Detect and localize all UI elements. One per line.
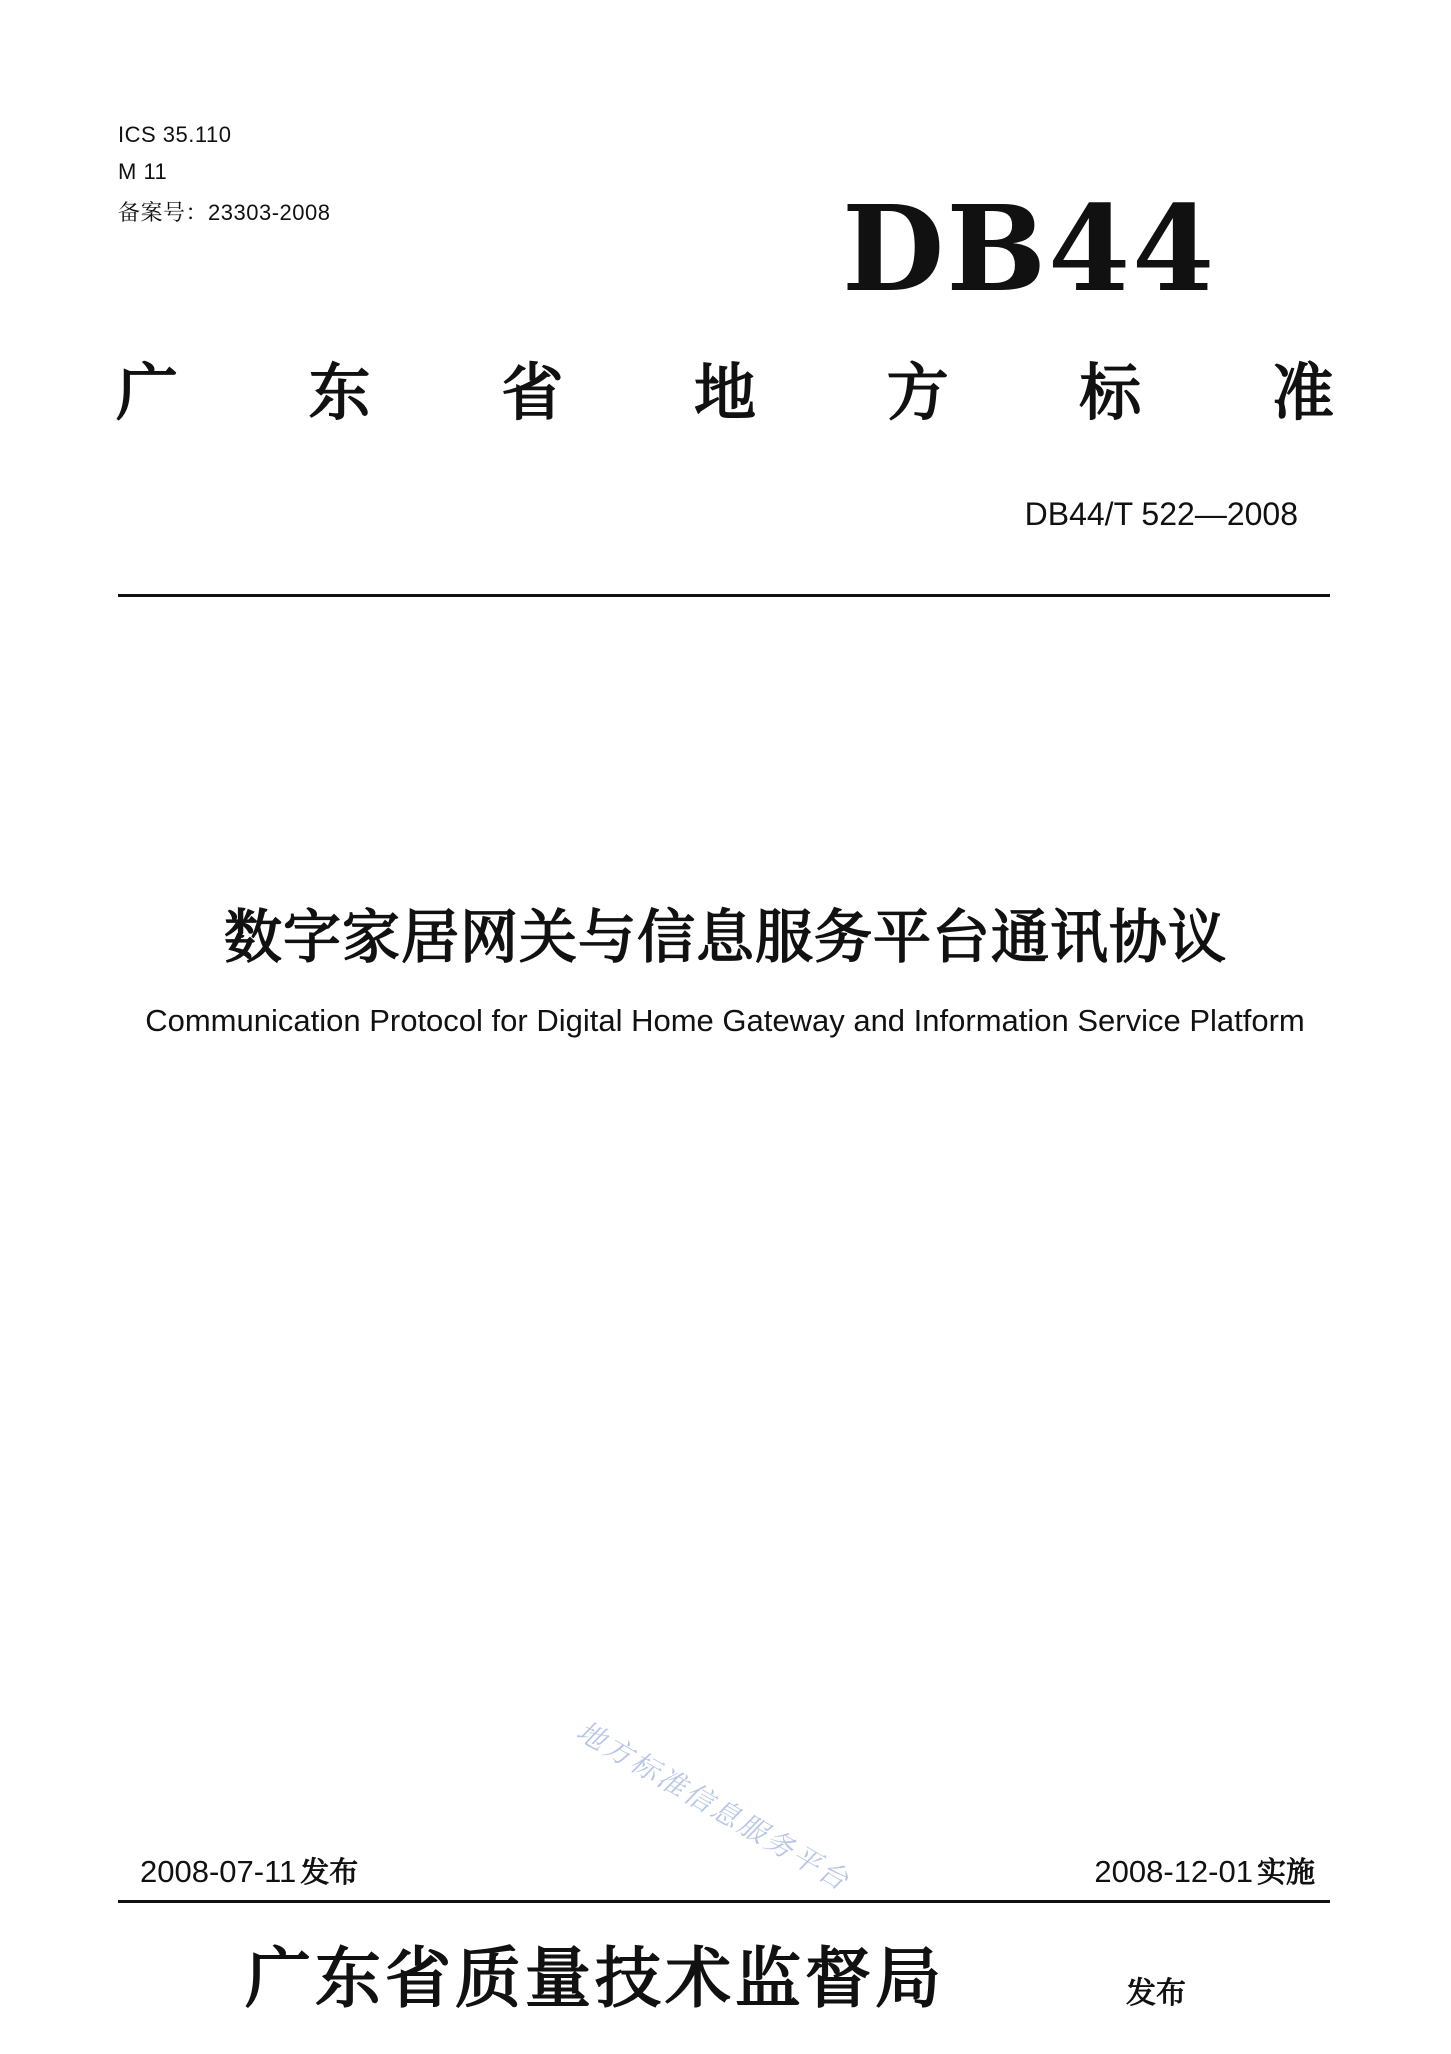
title-chinese: 数字家居网关与信息服务平台通讯协议 xyxy=(223,903,1227,971)
top-divider xyxy=(118,594,1330,597)
title-english: Communication Protocol for Digital Home Gateway and Information Service Platform xyxy=(145,1003,1305,1038)
standard-number: DB44/T 522—2008 xyxy=(1024,496,1298,532)
standard-type-char: 省 xyxy=(501,356,564,429)
ics-code: ICS 35.110 xyxy=(118,122,232,147)
db44-logo: DB44 xyxy=(842,179,1217,318)
filing-number xyxy=(118,196,330,227)
implement-date-line xyxy=(1094,1850,1315,1891)
implement-date: 2008-12-01 xyxy=(1094,1854,1253,1889)
issue-date: 2008-07-11 xyxy=(140,1854,297,1889)
standard-type-char: 地 xyxy=(693,356,756,429)
implement-label: 实施 xyxy=(1256,1855,1315,1889)
ccs-code: M 11 xyxy=(118,159,168,184)
watermark-text: 地方标准信息服务平台 xyxy=(571,1714,856,1898)
issuing-authority: 广东省质量技术监督局 xyxy=(245,1939,945,2017)
issue-date-line xyxy=(140,1850,358,1891)
standard-type-char: 广 xyxy=(116,356,179,429)
standard-type-char: 东 xyxy=(308,356,371,429)
standard-type-char: 准 xyxy=(1271,356,1334,429)
standard-type-heading xyxy=(116,356,1334,429)
standard-type-char: 标 xyxy=(1079,356,1142,429)
issue-label: 发布 xyxy=(300,1855,359,1889)
filing-value: 23303-2008 xyxy=(208,200,331,225)
standard-type-char: 方 xyxy=(886,356,949,429)
bottom-divider xyxy=(118,1900,1330,1903)
issuing-label: 发布 xyxy=(1126,1976,1186,2011)
filing-label: 备案号： xyxy=(118,200,209,225)
